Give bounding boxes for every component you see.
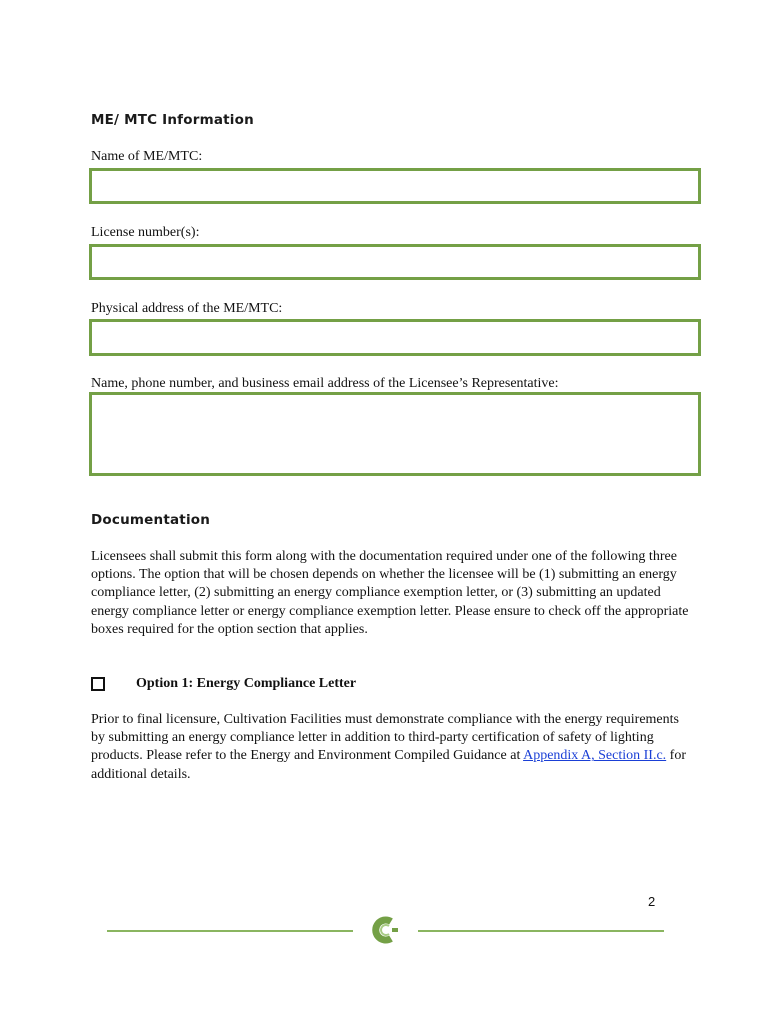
representative-field-label: Name, phone number, and business email address of the Licensee’s Representative: xyxy=(91,376,559,391)
section-heading-me-mtc: ME/ MTC Information xyxy=(91,112,254,128)
representative-input-field[interactable] xyxy=(89,392,701,476)
name-input-field[interactable] xyxy=(89,168,701,204)
commission-logo-icon xyxy=(370,916,400,944)
appendix-link[interactable]: Appendix A, Section II.c. xyxy=(523,748,667,764)
option-1-text-before: Prior to final licensure, Cultivation Facilities must demonstrate compliance with the energy requirements by submitting an energy compliance letter in addition to third-party certification of safety of lighting products. Please refer to the Energy and Environment Compiled Guidance at xyxy=(91,712,679,764)
option-1-row xyxy=(91,676,691,694)
documentation-intro-paragraph: Licensees shall submit this form along with the documentation required under one of the following three options. The option that will be chosen depends on whether the licensee will be (1) submitting an energy compliance letter, (2) submitting an energy compliance exemption letter, or (3) submitting an updated energy compliance letter or energy compliance exemption letter. Please ensure to check off the appropriate boxes required for the option section that applies. xyxy=(91,549,689,637)
footer-divider-right xyxy=(418,930,664,932)
option-1-paragraph xyxy=(91,711,691,784)
license-number-input-field[interactable] xyxy=(89,244,701,280)
option-1-checkbox[interactable] xyxy=(91,677,105,691)
name-field-label: Name of ME/MTC: xyxy=(91,149,203,164)
footer-divider-left xyxy=(107,930,353,932)
license-field-label: License number(s): xyxy=(91,225,200,240)
option-1-text-after: for additional details. xyxy=(91,748,686,782)
address-input-field[interactable] xyxy=(89,319,701,356)
section-heading-documentation: Documentation xyxy=(91,512,211,528)
address-field-label: Physical address of the ME/MTC: xyxy=(91,301,283,316)
option-1-title: Option 1: Energy Compliance Letter xyxy=(136,676,357,691)
page-number: 2 xyxy=(648,894,656,909)
